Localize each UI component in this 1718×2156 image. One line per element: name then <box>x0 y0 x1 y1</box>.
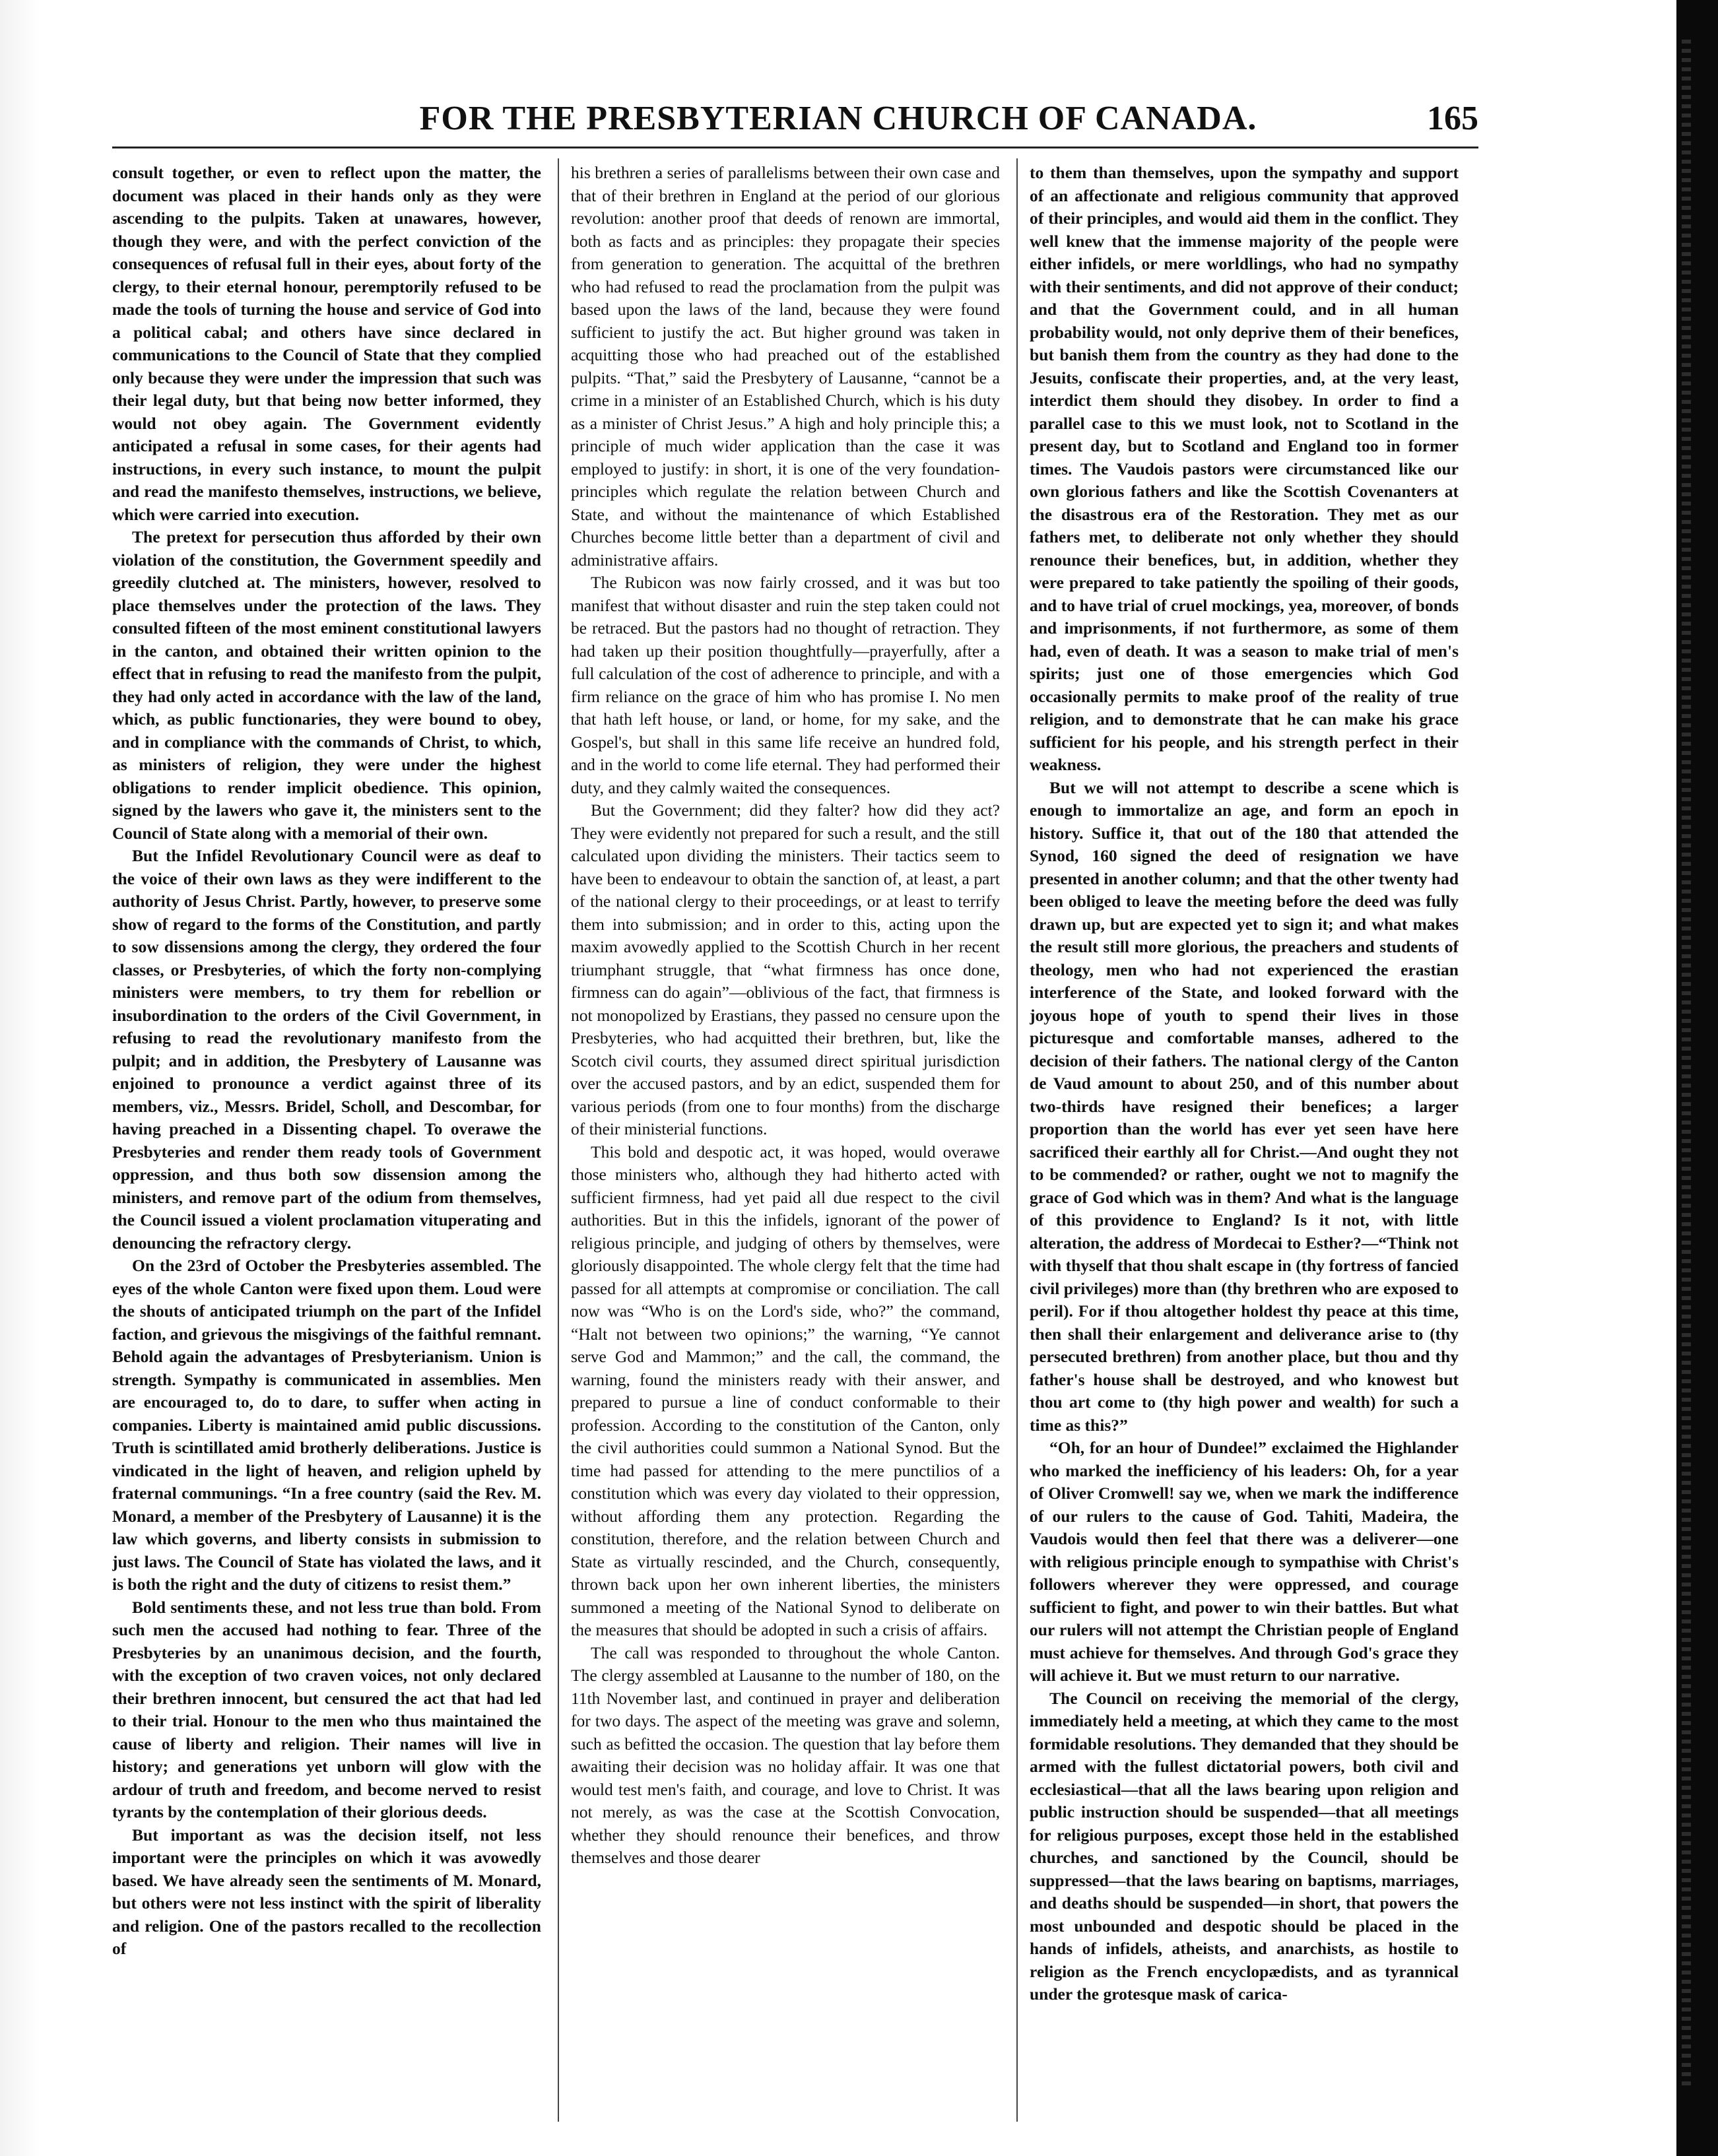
header-rule <box>112 147 1478 148</box>
paragraph: The pretext for persecution thus afforded by their own violation of the constitution, the Government speedily and greedily clutched at. The ministers, however, resolved to place themselves under the protection of the laws. They consulted fifteen of the most eminent constitutional lawyers in the canton, and obtained their written opinion to the effect that in refusing to read the manifesto from the pulpit, they had only acted in accordance with the law of the land, which, as public functionaries, they were bound to obey, and in compliance with the commands of Christ, to which, as ministers of religion, they were under the highest obligations to render implicit obedience. This opinion, signed by the lawers who gave it, the ministers sent to the Council of State along with a memorial of their own. <box>112 527 541 843</box>
paragraph: But the Infidel Revolutionary Council were as deaf to the voice of their own laws as they were indifferent to the authority of Jesus Christ. Partly, however, to preserve some show of regard to the forms of the Constitution, and partly to sow dissensions among the clergy, they ordered the four classes, or Presbyteries, of which the forty non-complying ministers were members, to try them for rebellion or insubordination to the orders of the Civil Government, in refusing to read the revolutionary manifesto from the pulpit; and in addition, the Presbytery of Lausanne was enjoined to pronounce a verdict against three of its members, viz., Messrs. Bridel, Scholl, and Descombar, for having preached in a Dissenting chapel. To overawe the Presbyteries and render them ready tools of Government oppression, and thus both sow dissension among the ministers, and remove part of the odium from themselves, the Council issued a violent proclamation vituperating and denouncing the refractory clergy. <box>112 846 541 1253</box>
paragraph: On the 23rd of October the Presbyteries assembled. The eyes of the whole Canton were fixed upon them. Loud were the shouts of anticipated triumph on the part of the Infidel faction, and grievous the misgivings of the faithful remnant. Behold again the advantages of Presbyterianism. Union is strength. Sympathy is communicated in assemblies. Men are encouraged to, do to dare, to suffer when acting in companies. Liberty is maintained amid public discussions. Truth is scintillated amid brotherly deliberations. Justice is vindicated in the light of heaven, and religion upheld by fraternal communings. “In a free country (said the Rev. M. Monard, a member of the Presbytery of Lausanne) it is the law which governs, and liberty consists in submission to just laws. The Council of State has violated the laws, and it is both the right and the duty of citizens to resist them.” <box>112 1256 541 1594</box>
column-divider <box>1016 158 1018 2122</box>
paragraph: his brethren a series of parallelisms between their own case and that of their brethren in England at the period of our glorious revolution: another proof that deeds of renown are immortal, both as facts and as principles: they propagate their species from generation to generation. The acquittal of the brethren who had refused to read the proclamation from the pulpit was based upon the laws of the land, because they were found sufficient to justify the act. But higher ground was taken in acquitting those who had preached out of the established pulpits. “That,” said the Presbytery of Lausanne, “cannot be a crime in a minister of an Established Church, which is his duty as a minister of Christ Jesus.” A high and holy principle this; a principle of much wider application than the case it was employed to justify: in short, it is one of the very foundation-principles which regulate the relation between Church and State, and without the maintenance of which Established Churches become little better than a department of civil and administrative affairs. <box>571 163 1000 570</box>
paragraph: The Council on receiving the memorial of the clergy, immediately held a meeting, at which they came to the most formidable resolutions. They demanded that they should be armed with the fullest dictatorial powers, both civil and ecclesiastical—that all the laws bearing upon religion and public instruction should be suspended—that all meetings for religious purposes, except those held in the established churches, and sanctioned by the Council, should be suppressed—that the laws bearing on baptisms, marriages, and deaths should be suspended—in short, that powers the most unbounded and despotic should be placed in the hands of infidels, atheists, and anarchists, as hostile to religion as the French encyclopædists, and as tyrannical under the grotesque mask of carica- <box>1030 1688 1459 2004</box>
column-divider <box>558 158 559 2122</box>
paragraph: This bold and despotic act, it was hoped, would overawe those ministers who, although they had hitherto acted with sufficient firmness, had yet paid all due respect to the civil authorities. But in this the infidels, ignorant of the power of religious principle, and judging of others by themselves, were gloriously disappointed. The whole clergy felt that the time had passed for all attempts at compromise or conciliation. The call now was “Who is on the Lord's side, who?” the command, “Halt not between two opinions;” the warning, “Ye cannot serve God and Mammon;” and the call, the command, the warning, found the ministers ready with their answer, and prepared to pursue a line of conduct conformable to their profession. According to the constitution of the Canton, only the civil authorities could summon a National Synod. But the time had passed for attending to the mere punctilios of a constitution which was every day violated to their oppression, without affording them any protection. Regarding the constitution, therefore, and the relation between Church and State as virtually rescinded, and the Church, consequently, thrown back upon her own inherent liberties, the ministers summoned a meeting of the National Synod to deliberate on the measures that should be adopted in such a crisis of affairs. <box>571 1142 1000 1639</box>
column-middle <box>571 162 1000 2115</box>
page-number: 165 <box>1427 100 1478 137</box>
paragraph: Bold sentiments these, and not less true than bold. From such men the accused had nothing to fear. Three of the Presbyteries by an unanimous decision, and the fourth, with the exception of two craven voices, not only declared their brethren innocent, but censured the act that had led to their trial. Honour to the men who thus maintained the cause of liberty and religion. Their names will live in history; and generations yet unborn will glow with the ardour of truth and freedom, and become nerved to resist tyrants by the contemplation of their glorious deeds. <box>112 1597 541 1821</box>
paragraph: But we will not attempt to describe a scene which is enough to immortalize an age, and form an epoch in history. Suffice it, that out of the 180 that attended the Synod, 160 signed the deed of resignation we have presented in another column; and that the other twenty had been obliged to leave the meeting before the deed was fully drawn up, but are expected yet to sign it; and what makes the result still more glorious, the preachers and students of theology, men who had not experienced the erastian interference of the State, and looked forward with the joyous hope of youth to spend their lives in those picturesque and comfortable manses, adhered to the decision of their fathers. The national clergy of the Canton de Vaud amount to about 250, and of this number about two-thirds have resigned their benefices; a larger proportion than the world has ever yet seen have here sacrificed their earthly all for Christ.—And ought they not to be commended? or rather, ought we not to magnify the grace of God which was in them? And what is the language of this providence to England? Is it not, with little alteration, the address of Mordecai to Esther?—“Think not with thyself that thou shalt escape in (thy fortress of fancied civil privileges) more than (thy brethren who are exposed to peril). For if thou altogether holdest thy peace at this time, then shall their enlargement and deliverance arise to (thy persecuted brethren) from another place, but thou and thy father's house shall be destroyed, and who knowest but thou art come to (thy high power and wealth) for such a time as this?” <box>1030 777 1459 1435</box>
paragraph: But the Government; did they falter? how did they act? They were evidently not prepared for such a result, and the still calculated upon dividing the ministers. Their tactics seem to have been to endeavour to obtain the sanction of, at least, a part of the national clergy to their proceedings, or at least to terrify them into submission; and in order to this, acting upon the maxim avowedly applied to the Scottish Church in her recent triumphant struggle, that “what firmness has once done, firmness can do again”—oblivious of the fact, that firmness is not monopolized by Erastians, they passed no censure upon the Presbyteries, who had acquitted their brethren, but, like the Scotch civil courts, they assumed direct spiritual jurisdiction over the accused pastors, and by an edict, suspended them for various periods (from one to four months) from the discharge of their ministerial functions. <box>571 800 1000 1138</box>
column-left <box>112 162 541 2115</box>
paragraph: “Oh, for an hour of Dundee!” exclaimed the Highlander who marked the inefficiency of his leaders: Oh, for a year of Oliver Cromwell! say we, when we mark the indifference of our rulers to the cause of God. Tahiti, Madeira, the Vaudois would then feel that there was a deliverer—one with religious principle enough to sympathise with Christ's followers wherever they were oppressed, and courage sufficient to fight, and power to win their battles. But what our rulers will not attempt the Christian people of England must achieve for themselves. And through God's grace they will achieve it. But we must return to our narrative. <box>1030 1438 1459 1685</box>
scan-left-margin <box>0 0 40 2156</box>
paragraph: The call was responded to throughout the whole Canton. The clergy assembled at Lausanne to the number of 180, on the 11th November last, and continued in prayer and deliberation for two days. The aspect of the meeting was grave and solemn, such as befitted the occasion. The question that lay before them awaiting their decision was no holiday affair. It was one that would test men's faith, and courage, and love to Christ. It was not merely, as was the case at the Scottish Convocation, whether they should renounce their benefices, and throw themselves and those dearer <box>571 1643 1000 1867</box>
paragraph: to them than themselves, upon the sympathy and support of an affectionate and religious community that approved of their principles, and would aid them in the conflict. They well knew that the immense majority of the people were either infidels, or mere worldlings, who had no sympathy with their sentiments, and did not approve of their conduct; and that the Government could, and in all human probability would, not only deprive them of their benefices, but banish them from the country as they had done to the Jesuits, confiscate their properties, and, at the very least, interdict them should they disobey. In order to find a parallel case to this we must look, not to Scotland in the present day, but to Scotland and England too in former times. The Vaudois pastors were circumstanced like our own glorious fathers and like the Scottish Covenanters at the disastrous era of the Restoration. They met as our fathers met, to deliberate not only whether they should renounce their benefices, but, in addition, whether they were prepared to take patiently the spoiling of their goods, and to have trial of cruel mockings, yea, moreover, of bonds and imprisonments, if not furthermore, as some of them had, even of death. It was a season to make trial of men's spirits; just one of those emergencies which God occasionally permits to make proof of the reality of true religion, and to demonstrate that he can make his grace sufficient for his people, and his strength perfect in their weakness. <box>1030 163 1459 774</box>
scan-binding-strip <box>1682 40 1691 2085</box>
page-header <box>112 99 1478 145</box>
paragraph: consult together, or even to reflect upon the matter, the document was placed in their hands only as they were ascending to the pulpits. Taken at unawares, however, though they were, and with the perfect conviction of the consequences of refusal full in their eyes, about forty of the clergy, to their eternal honour, peremptorily refused to be made the tools of turning the house and service of God into a political cabal; and others have since declared in communications to the Council of State that they complied only because they were under the impression that such was their legal duty, but that being now better informed, they would not obey again. The Government evidently anticipated a refusal in some cases, for their agents had instructions, in every such instance, to mount the pulpit and read the manifesto themselves, instructions, we believe, which were carried into execution. <box>112 163 541 524</box>
paragraph: The Rubicon was now fairly crossed, and it was but too manifest that without disaster and ruin the step taken could not be retraced. But the pastors had no thought of retraction. They had taken up their position thoughtfully—prayerfully, after a full calculation of the cost of adherence to principle, and with a firm reliance on the grace of him who has promise I. No men that hath left house, or land, or home, for my sake, and the Gospel's, but shall in this same life receive an hundred fold, and in the world to come life eternal. They had performed their duty, and they calmly waited the consequences. <box>571 573 1000 797</box>
paragraph: But important as was the decision itself, not less important were the principles on which it was avowedly based. We have already seen the sentiments of M. Monard, but others were not less instinct with the spirit of liberality and religion. One of the pastors recalled to the recollection of <box>112 1825 541 1958</box>
column-right <box>1030 162 1459 2115</box>
running-head: FOR THE PRESBYTERIAN CHURCH OF CANADA. <box>419 100 1257 137</box>
